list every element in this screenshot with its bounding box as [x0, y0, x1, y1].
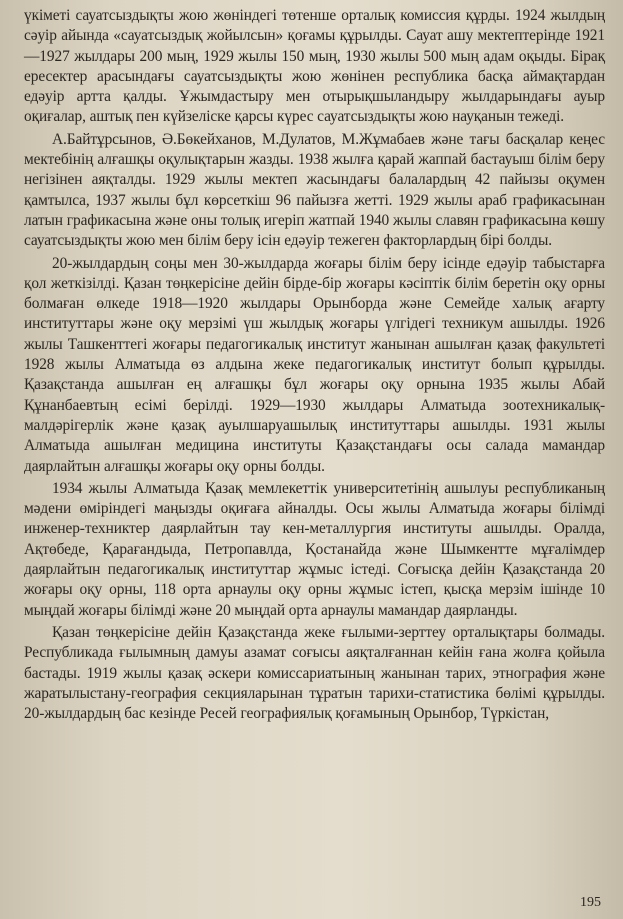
paragraph-5: Қазан төңкерісіне дейін Қазақстанда жеке ғылыми-зерттеу орталықтары болмады. Республикада ғылымның дамуы азамат соғысы аяқталғаннан кейін ғана жолға қойыла бастады. 1919 жылы қазақ әскери комиссариатының жанынан тарих, этнография және жаратылыстану-география секцияларынан тұратын тарихи-статистика бөлімі құрылды. 20-жылдардың бас кезінде Ресей географиялық қоғамының Орынбор, Түркістан, [24, 623, 605, 723]
paragraph-2: А.Байтұрсынов, Ә.Бөкейханов, М.Дулатов, М.Жұмабаев және тағы басқалар кеңес мектебінің алғашқы оқулықтарын жазды. 1938 жылға қарай жаппай бастауыш білім беру негізінен аяқталды. 1929 жылы мектеп жасындағы балалардың 42 пайызы оқумен қамтылса, 1937 жылы бұл көрсеткіш 96 пайызға жетті. 1929 жылы араб графикасынан латын графикасына және оны толық игеріп жатпай 1940 жылы славян графикасына көшу сауатсыздықты жою мен білім беру ісін едәуір тежеген факторлардың бірі болды. [24, 130, 605, 250]
page-number: 195 [580, 895, 601, 910]
paragraph-1: үкіметі сауатсыздықты жою жөніндегі төтенше орталық комиссия құрды. 1924 жылдың сәуір айында «сауатсыздық жойылсын» қоғамы құрылды. Сауат ашу мектептерінде 1921—1927 жылдары 200 мың, 1929 жылы 150 мың, 1930 жылы 500 мың адам оқыды. Бірақ ересектер арасындағы сауатсыздықты жою жөнінен республика басқа аймақтардан едәуір артта қалды. Ұжымдастыру мен отырықшыландыру жылдарындағы ауыр оқиғалар, аштық пен күйзеліске қарсы күрес сауатсыздықты жою науқанын тежеді. [24, 7, 605, 126]
paragraph-4: 1934 жылы Алматыда Қазақ мемлекеттік университетінің ашылуы республиканың мәдени өміріндегі маңызды оқиғаға айналды. Осы жылы Алматыда жоғары білімді инженер-техниктер даярлайтын тау кен-металлургия институты ашылды. Оралда, Ақтөбеде, Қарағандыда, Петропавлда, Қостанайда және Шымкентте мұғалімдер даярлайтын педагогикалық институттар жұмыс істеді. Соғысқа дейін Қазақстанда 20 жоғары оқу орны, 118 орта арнаулы оқу орны жұмыс істеп, қысқа мерзім ішінде 10 мыңдай жоғары білімді және 20 мыңдай орта арнаулы мамандар даярланды. [24, 479, 605, 619]
paragraph-3: 20-жылдардың соңы мен 30-жылдарда жоғары білім беру ісінде едәуір табыстарға қол жеткізілді. Қазан төңкерісіне дейін бірде-бір жоғары кәсіптік білім беретін оқу орны болмаған өлкеде 1918—1920 жылдары Орынборда және Семейде халық ағарту институттары және оқу мерзімі үш жылдық жоғары үлгідегі техникум ашылды. 1926 жылы Ташкенттегі жоғары педагогикалық институт жанынан ашылған қазақ факультеті 1928 жылы Алматыда өз алдына жеке педагогикалық институт болып құрылды. Қазақстанда ашылған ең алғашқы бұл жоғары оқу орнына 1935 жылы Абай Құнанбаевтың есімі берілді. 1929—1930 жылдары Алматыда зоотехникалық-малдәрігерлік және қазақ ауылшаруашылық институттары ашылды. 1931 жылы Алматыда ашылған медицина институты Қазақстандағы осы салада мамандар даярлайтын алғашқы жоғары оқу орны болды. [24, 254, 605, 475]
page-text [24, 6, 605, 724]
